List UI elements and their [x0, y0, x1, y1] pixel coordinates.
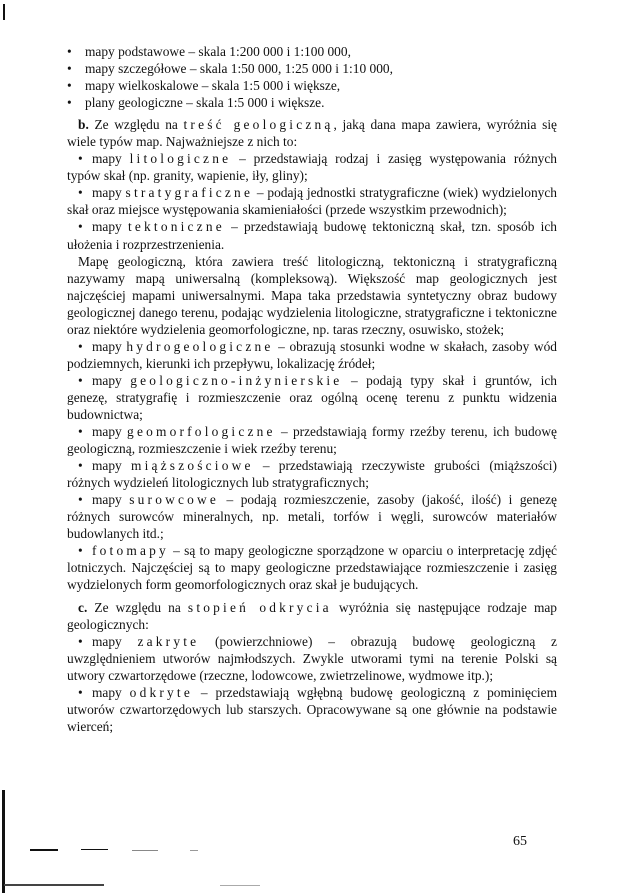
- bullet-paragraph: [67, 338, 557, 372]
- text-run: – obrazują stosunki wodne w skałach, zasoby wód podziemnych, kierunki ich przepływu, lokalizację źródeł;: [67, 338, 557, 371]
- text-run: – podają typy skał i gruntów, ich genezę, stratygrafię i rozmieszczenie oraz ogólną ocenę terenu z punktu widzenia budownictwa;: [67, 372, 557, 422]
- footer-line: [220, 885, 260, 886]
- bullet-paragraph: [67, 491, 557, 542]
- text-run: – przedstawiają rodzaj i zasięg występowania różnych typów skał (np. granity, wapienie, iły, gliny);: [67, 151, 557, 184]
- bullet-icon: •: [78, 633, 83, 649]
- spaced-term: tektoniczne: [127, 219, 225, 235]
- scan-edge-mark: [3, 4, 5, 20]
- bullet-icon: •: [78, 492, 83, 508]
- text-run: mapy: [92, 151, 130, 167]
- list-item-text: mapy wielkoskalowe – skala 1:5 000 i większe,: [85, 78, 341, 94]
- spaced-term: odkryte: [129, 684, 193, 700]
- spaced-term: litologiczne: [129, 151, 232, 167]
- text-run: mapy: [92, 633, 138, 649]
- bullet-icon: •: [78, 424, 83, 440]
- bullet-paragraph: [67, 218, 557, 252]
- list-item-text: mapy szczegółowe – skala 1:50 000, 1:25 000 i 1:10 000,: [85, 61, 393, 77]
- text-run: mapy: [92, 185, 126, 201]
- spaced-term: hydrogeologiczne: [126, 338, 274, 354]
- text-run: – przedstawiają budowę tektoniczną skał, tzn. sposób ich ułożenia i rozprzestrzenienia.: [67, 219, 557, 252]
- bullet-icon: •: [78, 458, 83, 474]
- list-item-text: plany geologiczne – skala 1:5 000 i większe.: [85, 95, 325, 111]
- text-run: Ze względu na: [88, 117, 184, 133]
- paragraph: [67, 116, 557, 150]
- text-run: mapy: [92, 458, 131, 474]
- list-item: [67, 77, 557, 94]
- text-run: – przedstawiają rzeczywiste grubości (miąższości) różnych wydzieleń litologicznych lub stratygraficznych;: [67, 458, 557, 491]
- spaced-term: stopień odkrycia: [187, 599, 332, 615]
- text-run: , jaką dana mapa zawiera, wyróżnia się wiele typów map. Najważniejsze z nich to:: [67, 117, 557, 150]
- text-run: – podają jednostki stratygraficzne (wiek) wydzielonych skał oraz miejsce występowania skamieniałości (przede wszystkim przewodnich);: [67, 185, 557, 218]
- spaced-term: zakryte: [137, 633, 200, 649]
- text-run: – są to mapy geologiczne sporządzone w oparciu o interpretację zdjęć lotniczych. Najczęściej są to mapy geologiczne przedstawiające rozmieszczenie i zasięg wydzielonych form geomorfologicznych oraz skał je budujących.: [67, 543, 557, 593]
- footer-line: [4, 884, 104, 886]
- bullet-icon: •: [78, 338, 83, 354]
- list-item: [67, 60, 557, 77]
- spaced-term: treść geologiczną: [183, 117, 334, 133]
- text-run: mapy: [92, 372, 131, 388]
- footer-dash: [30, 849, 58, 851]
- spaced-term: geologiczno-inżynierskie: [130, 372, 343, 388]
- paragraphs: [67, 116, 557, 735]
- page-number: 65: [513, 834, 527, 849]
- footer-dash: [132, 850, 158, 851]
- bullet-paragraph: [67, 184, 557, 218]
- bullet-paragraph: [67, 457, 557, 491]
- bullet-paragraph: [67, 684, 557, 735]
- list-item-text: mapy podstawowe – skala 1:200 000 i 1:100 000,: [85, 44, 351, 59]
- paragraph: [67, 253, 557, 338]
- text-run: mapy: [92, 338, 127, 354]
- bullet-icon: •: [78, 543, 83, 559]
- bullet-icon: •: [78, 151, 83, 167]
- text-run: – przedstawiają wgłębną budowę geologiczną z pominięciem utworów czwartorzędowych lub starszych. Opracowywane są one głównie na podstawie wierceń;: [67, 684, 557, 734]
- bullet-icon: •: [78, 219, 83, 235]
- section-letter: b.: [78, 117, 89, 133]
- spaced-term: geomorfologiczne: [127, 424, 276, 440]
- bullet-icon: •: [67, 78, 72, 94]
- text-run: Mapę geologiczną, która zawiera treść litologiczną, tektoniczną i stratygraficzną nazywamy mapą uniwersalną (kompleksową). Większość map geologicznych jest najczęściej mapami uniwersalnymi. Mapa taka przedstawia syntetyczny obraz budowy geologicznej danego terenu, podając wydzielenia litologiczne, stratygraficzne i tektoniczne oraz niektóre wydzielenia geomorfologiczne, np. taras rzeczny, osuwisko, stożek;: [67, 253, 557, 337]
- text-run: Ze względu na: [87, 599, 188, 615]
- text-run: mapy: [92, 219, 128, 235]
- scan-edge-bar: [2, 790, 5, 893]
- bullet-icon: •: [78, 684, 83, 700]
- bullet-paragraph: [67, 633, 557, 684]
- text-run: wyróżnia się następujące rodzaje map geologicznych:: [67, 599, 557, 632]
- footer-dash: [190, 850, 198, 851]
- spaced-term: surowcowe: [129, 492, 220, 508]
- list-item: [67, 94, 557, 111]
- paragraph: [67, 599, 557, 633]
- bullet-paragraph: [67, 372, 557, 423]
- footer-dash: [81, 849, 108, 850]
- bullet-paragraph: [67, 542, 557, 593]
- spaced-term: miąższościowe: [130, 458, 254, 474]
- spaced-term: stratygraficzne: [125, 185, 254, 201]
- text-run: mapy: [92, 684, 130, 700]
- bullet-paragraph: [67, 423, 557, 457]
- text-run: – przedstawiają formy rzeźby terenu, ich budowę geologiczną, rozmieszczenie i wiek rzeźby terenu;: [67, 424, 557, 457]
- page-body: [67, 43, 557, 735]
- bullet-paragraph: [67, 150, 557, 184]
- bullet-icon: •: [67, 61, 72, 77]
- text-run: (powierzchniowe) – obrazują budowę geologiczną z uwzględnieniem utworów najmłodszych. Zwykle utworami tymi na terenie Polski są utwory czwartorzędowe (rzeczne, lodowcowe, zwietrzelinowe, wydmowe itp.);: [67, 633, 557, 683]
- bullet-icon: •: [78, 185, 83, 201]
- bullet-icon: •: [67, 44, 72, 59]
- bullet-icon: •: [67, 95, 72, 111]
- text-run: – podają rozmieszczenie, zasoby (jakość, ilość) i genezę różnych surowców mineralnych, np. metali, torfów i węgli, surowców materiałów budowlanych itd.;: [67, 492, 557, 542]
- text-run: mapy: [92, 424, 128, 440]
- spaced-term: fotomapy: [92, 543, 169, 559]
- text-run: mapy: [92, 492, 130, 508]
- list-item: [67, 43, 557, 60]
- section-letter: c.: [78, 599, 88, 615]
- bullet-icon: •: [78, 372, 83, 388]
- scale-list: [67, 43, 557, 111]
